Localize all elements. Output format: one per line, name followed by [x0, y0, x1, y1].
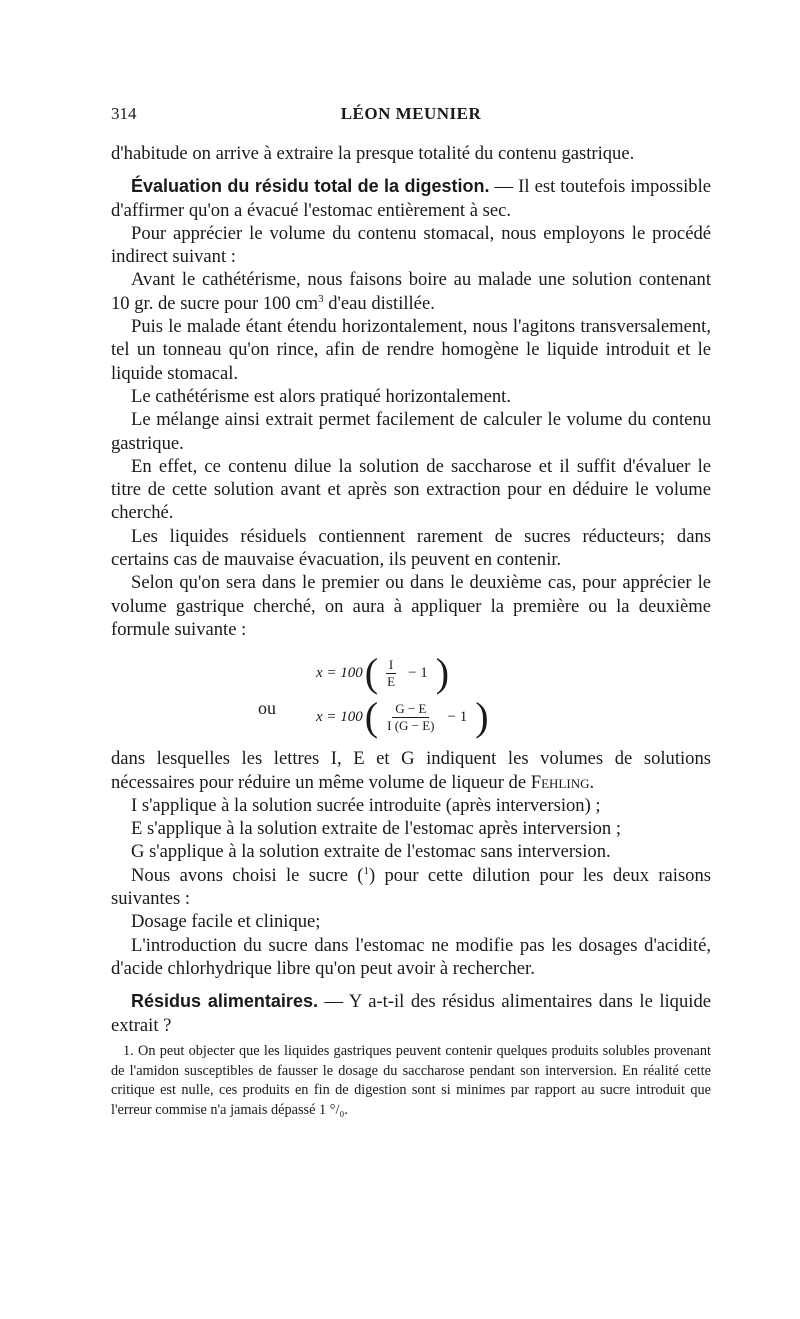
paragraph: Le mélange ainsi extrait permet facilement de calculer le volume du contenu gastrique. — [111, 409, 711, 454]
paragraph: Selon qu'on sera dans le premier ou dans le deuxième cas, pour apprécier le volume gastrique cherché, on aura à appliquer la première ou la deuxième formule suivante : — [111, 572, 711, 640]
or-label: ou — [258, 698, 276, 719]
paragraph — [111, 864, 711, 911]
paragraph: En effet, ce contenu dilue la solution de saccharose et il suffit d'évaluer le titre de cette solution avant et après son extraction pour en déduire le volume cherché. — [111, 455, 711, 524]
paragraph: d'habitude on arrive à extraire la presque totalité du contenu gastrique. — [111, 143, 635, 164]
page-header — [111, 104, 711, 130]
paragraph: L'introduction du sucre dans l'estomac ne modifie pas les dosages d'acidité, d'acide chlorhydrique libre qu'on peut avoir à rechercher. — [111, 934, 711, 979]
footnote-text: 1. On peut objecter que les liquides gastriques peuvent contenir quelques produits solubles provenant de l'amidon susceptibles de fausser le dosage du saccharose pendant son interversion. En réalité cette critique est nulle, ces produits en fin de digestion sont si minimes par rapport au sucre introduit que l'erreur commise n'a jamais dépassé 1 °/₀. — [111, 1043, 711, 1118]
paragraph-text: d'eau distillée. — [323, 292, 435, 314]
left-paren: ( — [364, 694, 379, 740]
paragraph: E s'applique à la solution extraite de l'estomac après interversion ; — [131, 818, 621, 840]
section-paragraph — [111, 990, 711, 1037]
fraction — [384, 701, 437, 734]
paragraph: I s'applique à la solution sucrée introduite (après interversion) ; — [131, 794, 601, 816]
section-heading: Évaluation du résidu total de la digestion. — [131, 176, 490, 197]
fraction-numerator: G − E — [392, 701, 429, 718]
formula-tail: − 1 — [447, 708, 468, 725]
paragraph — [111, 268, 711, 315]
paragraph-text: . — [589, 771, 595, 793]
superscript: 3 — [318, 292, 324, 305]
right-paren: ) — [435, 650, 450, 696]
fraction — [384, 657, 398, 690]
paragraph: Le cathétérisme est alors pratiqué horizontalement. — [131, 385, 511, 407]
fraction-numerator: I — [386, 657, 396, 674]
page-number: 314 — [111, 104, 137, 123]
footnote — [111, 1042, 711, 1120]
formula-lhs: x = 100 — [316, 664, 363, 681]
right-paren: ) — [475, 694, 489, 740]
page-body — [111, 142, 711, 1037]
left-paren: ( — [364, 650, 379, 696]
paragraph-text: Avant le cathétérisme, nous faisons boire au malade une solution contenant 10 gr. de sucre pour 100 cm — [111, 269, 711, 314]
paragraph: Les liquides résiduels contiennent rarement de sucres réducteurs; dans certains cas de mauvaise évacuation, ils peuvent en contenir. — [111, 525, 711, 571]
paragraph: G s'applique à la solution extraite de l'estomac sans interversion. — [131, 841, 611, 863]
section-text: — Y a-t-il des résidus alimentaires dans le liquide extrait ? — [111, 991, 711, 1036]
paragraph: Dosage facile et clinique; — [131, 911, 321, 933]
section-text: — Il est toutefois impossible d'affirmer qu'on a évacué l'estomac entièrement à sec. — [111, 176, 712, 221]
section-paragraph — [111, 175, 711, 222]
section-heading: Résidus alimentaires. — [131, 991, 318, 1012]
formula-two — [316, 694, 491, 740]
fraction-denominator: E — [387, 673, 396, 689]
formula-tail: − 1 — [408, 664, 428, 681]
paragraph: Puis le malade étant étendu horizontalement, nous l'agitons transversalement, tel un tonneau qu'on rince, afin de rendre homogène le liquide introduit et le liquide stomacal. — [111, 316, 711, 384]
formula-one — [316, 650, 451, 696]
formula-block — [111, 647, 711, 739]
footnote-marker: 1 — [363, 864, 369, 877]
formula-lhs: x = 100 — [316, 708, 363, 725]
proper-name: Fehling — [530, 771, 590, 793]
paragraph-text: Nous avons choisi le sucre ( — [131, 864, 364, 886]
running-title: LÉON MEUNIER — [340, 104, 482, 123]
fraction-denominator: I (G − E) — [387, 717, 435, 733]
paragraph-text: dans lesquelles les lettres I, E et G indiquent les volumes de solutions nécessaires pour réduire un même volume de liqueur de — [111, 748, 711, 793]
paragraph-text: ) pour cette dilution pour les deux raisons suivantes : — [111, 864, 712, 910]
paragraph: Pour apprécier le volume du contenu stomacal, nous employons le procédé indirect suivant : — [111, 222, 711, 268]
paragraph — [111, 747, 711, 794]
